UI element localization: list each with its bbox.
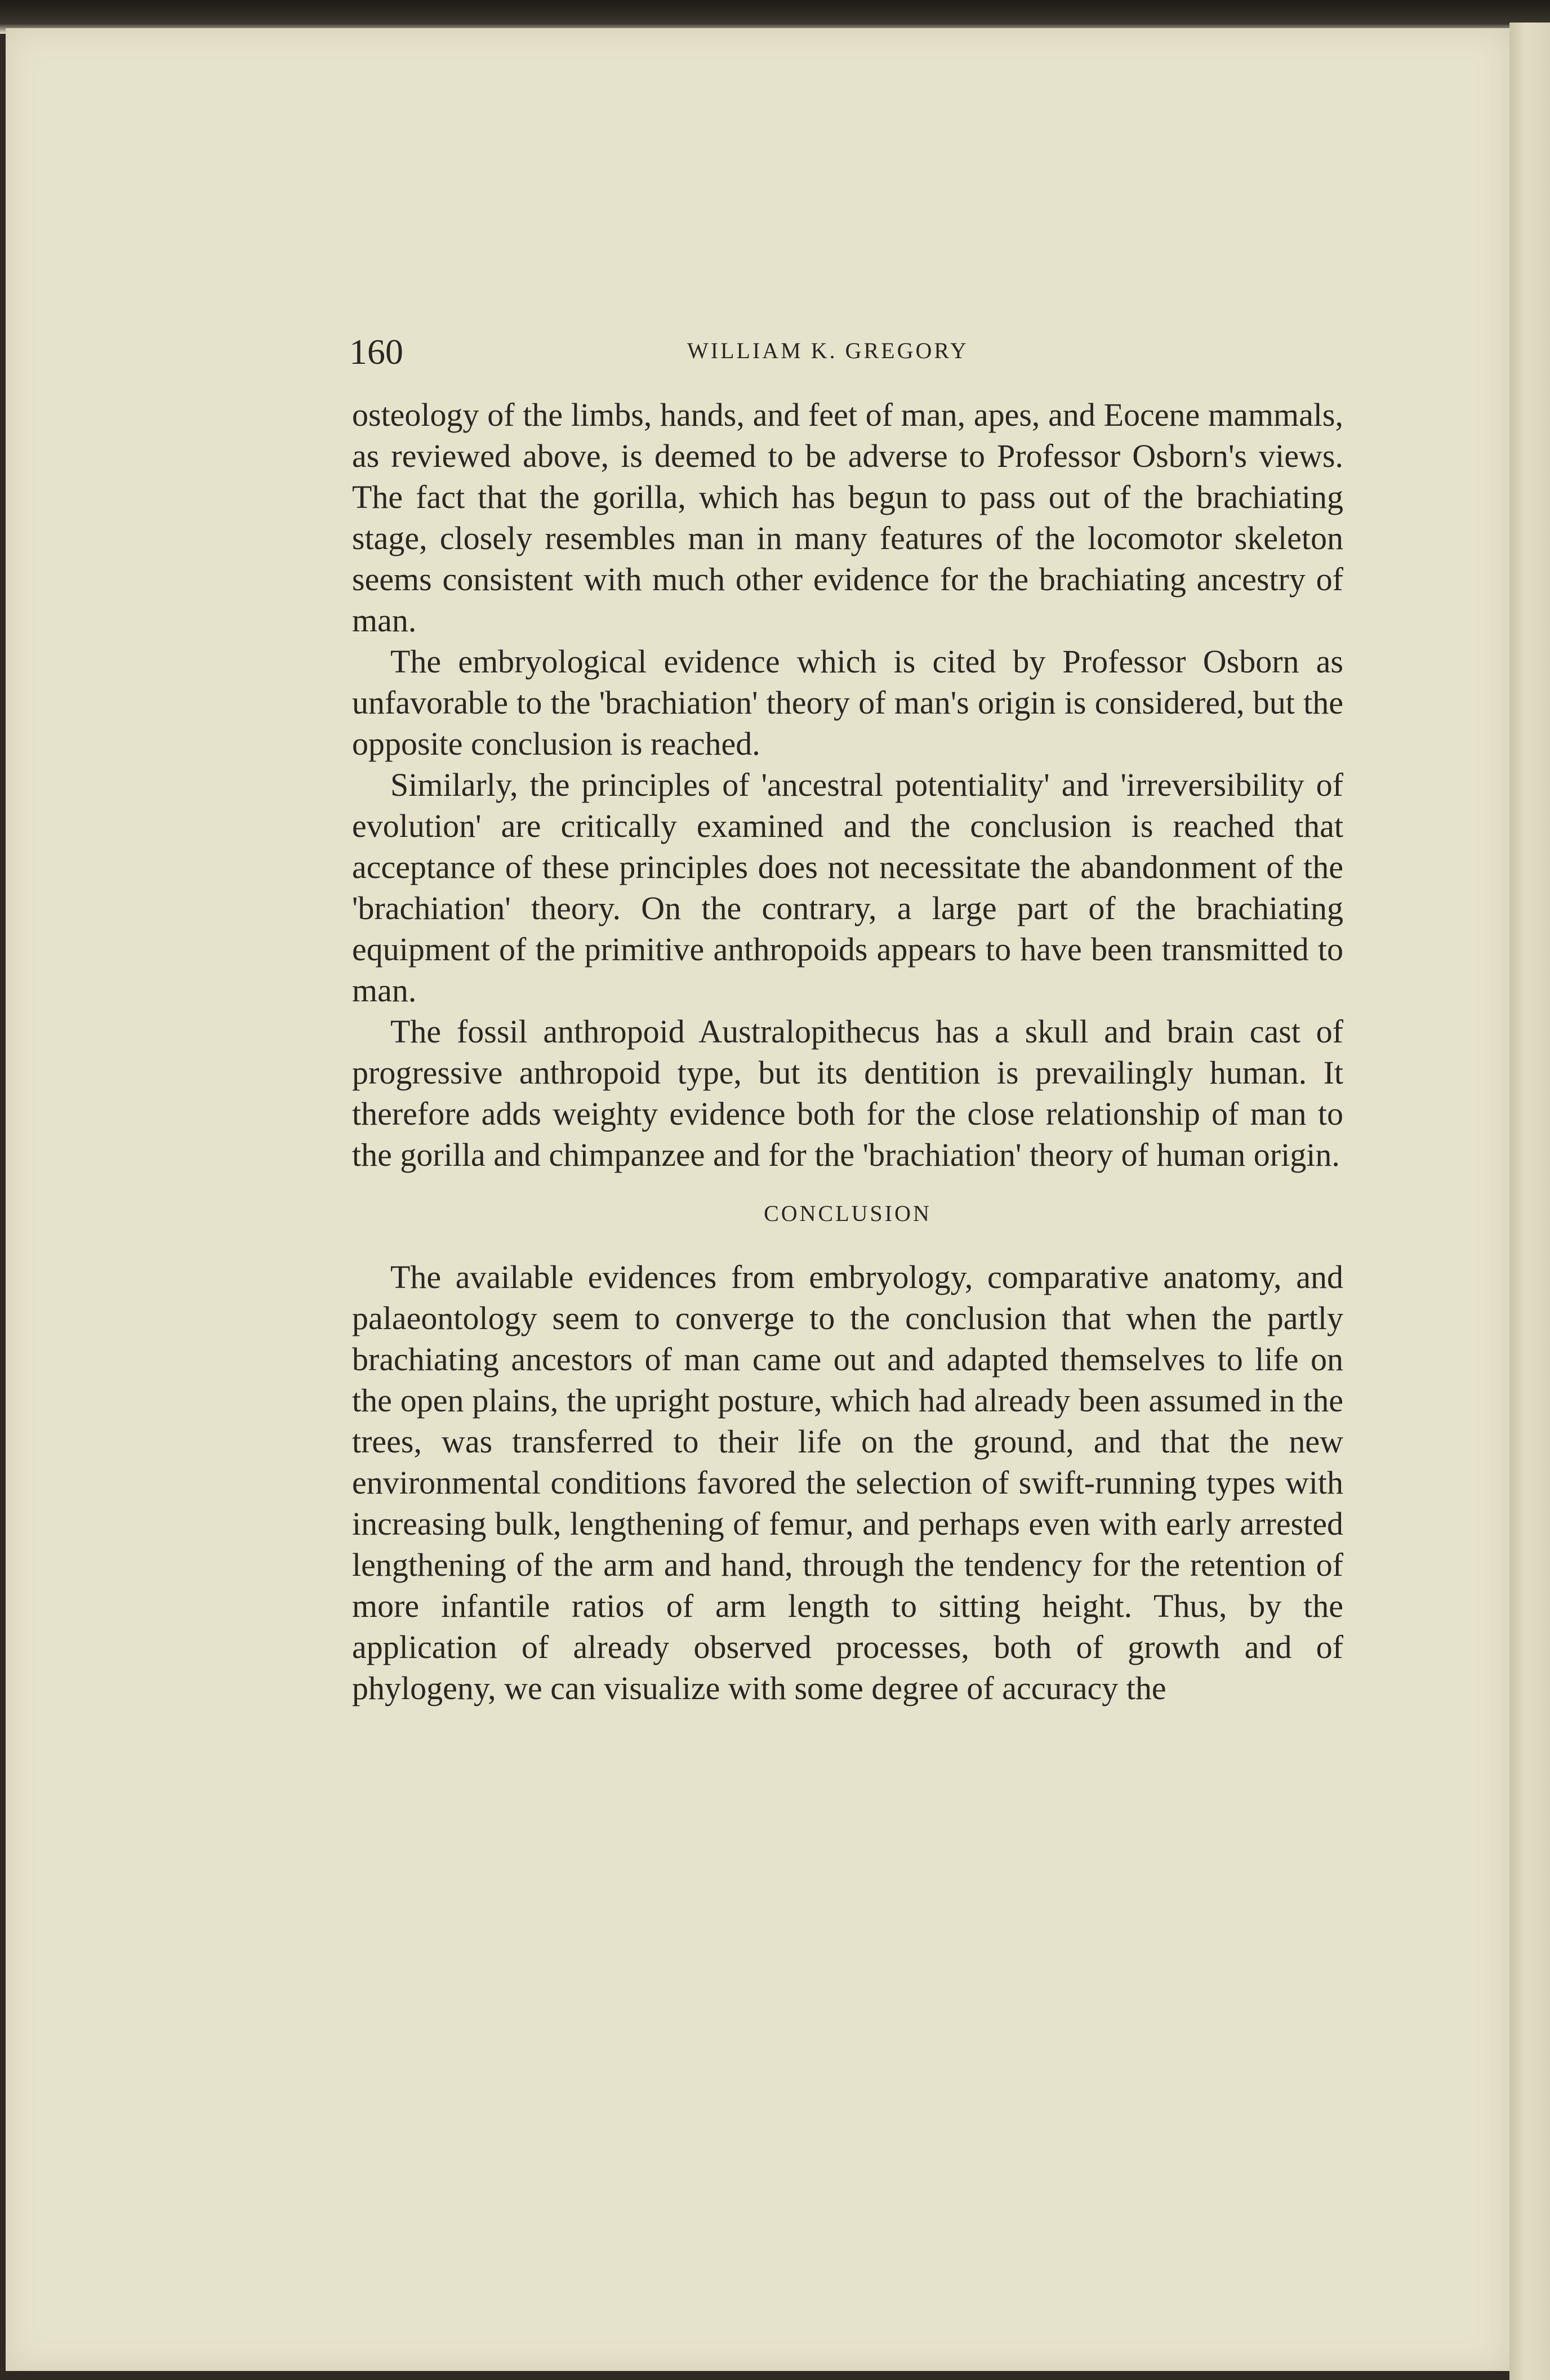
paragraph-similarly: Similarly, the principles of 'ancestral potentiality' and 'irreversibility of evolution' are critically examined and the conclusion is reached that acceptance of these principles does not necessitate the abandonment of the 'brachiation' theory. On the contrary, a large part of the brachiating equipment of the primitive anthropoids appears to have been transmitted to man. — [352, 766, 1343, 1009]
body-text — [352, 394, 1343, 1709]
page-edge — [1509, 23, 1550, 2380]
paragraph-continued: osteology of the limbs, hands, and feet of man, apes, and Eocene mammals, as reviewed above, is deemed to be adverse to Professor Osborn's views. The fact that the gorilla, which has begun to pass out of the brachiating stage, closely resembles man in many features of the locomotor skeleton seems consistent with much other evidence for the brachiating ancestry of man. — [352, 396, 1343, 639]
running-head — [349, 329, 1397, 375]
paragraph-australopithecus: The fossil anthropoid Australopithecus has a skull and brain cast of progressive anthropoid type, but its dentition is prevailingly human. It therefore adds weighty evidence both for the close relationship of man to the gorilla and chimpanzee and for the 'brachiation' theory of human origin. — [352, 1013, 1343, 1173]
page-number: 160 — [349, 332, 403, 372]
paragraph-embryological: The embryological evidence which is cited by Professor Osborn as unfavorable to the 'brachiation' theory of man's origin is considered, but the opposite conclusion is reached. — [352, 643, 1343, 762]
paragraph-conclusion: The available evidences from embryology, comparative anatomy, and palaeontology seem to converge to the conclusion that when the partly brachiating ancestors of man came out and adapted themselves to life on the open plains, the upright posture, which had already been assumed in the trees, was transferred to their life on the ground, and that the new environmental conditions favored the selection of swift-running types with increasing bulk, lengthening of femur, and perhaps even with early arrested lengthening of the arm and hand, through the tendency for the retention of more infantile ratios of arm length to sitting height. Thus, by the application of already observed processes, both of growth and of phylogeny, we can visualize with some degree of accuracy the — [352, 1259, 1343, 1706]
running-head-author: WILLIAM K. GREGORY — [687, 338, 969, 363]
section-heading-conclusion: CONCLUSION — [764, 1201, 932, 1226]
